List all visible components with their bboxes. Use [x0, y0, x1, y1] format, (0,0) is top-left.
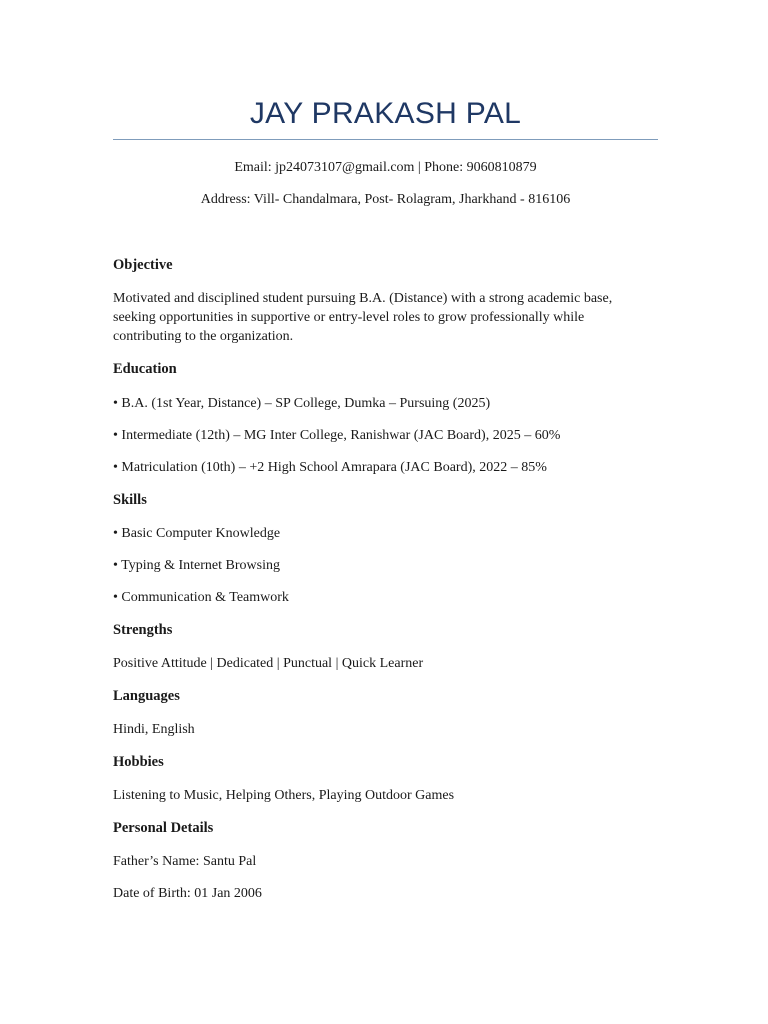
education-heading: Education — [113, 361, 177, 377]
hobbies-text: Listening to Music, Helping Others, Playing Outdoor Games — [113, 788, 455, 803]
strengths-text: Positive Attitude | Dedicated | Punctual | Quick Learner — [113, 656, 424, 671]
objective-heading: Objective — [113, 257, 173, 273]
personal-detail-item: Date of Birth: 01 Jan 2006 — [113, 886, 262, 901]
hobbies-heading: Hobbies — [113, 754, 164, 770]
education-item: • Matriculation (10th) – +2 High School Amrapara (JAC Board), 2022 – 85% — [113, 460, 547, 475]
candidate-name: JAY PRAKASH PAL — [249, 97, 522, 130]
languages-text: Hindi, English — [113, 722, 195, 737]
objective-text: Motivated and disciplined student pursuing B.A. (Distance) with a strong academic base, seeking opportunities in supportive or entry-level roles to grow professionally while contributing to the organization. — [113, 291, 613, 344]
education-item: • B.A. (1st Year, Distance) – SP College, Dumka – Pursuing (2025) — [113, 396, 491, 411]
personal-detail-item: Father’s Name: Santu Pal — [113, 854, 257, 869]
education-item: • Intermediate (12th) – MG Inter College, Ranishwar (JAC Board), 2025 – 60% — [113, 428, 561, 443]
skills-heading: Skills — [113, 492, 147, 508]
languages-heading: Languages — [113, 688, 180, 704]
header-divider — [113, 139, 658, 140]
address-line: Address: Vill- Chandalmara, Post- Rolagram, Jharkhand - 816106 — [200, 192, 571, 207]
contact-line: Email: jp24073107@gmail.com | Phone: 9060810879 — [234, 160, 537, 175]
skill-item: • Basic Computer Knowledge — [113, 526, 281, 541]
personal-details-heading: Personal Details — [113, 820, 214, 836]
skill-item: • Typing & Internet Browsing — [113, 558, 280, 573]
skill-item: • Communication & Teamwork — [113, 590, 289, 605]
strengths-heading: Strengths — [113, 622, 173, 638]
